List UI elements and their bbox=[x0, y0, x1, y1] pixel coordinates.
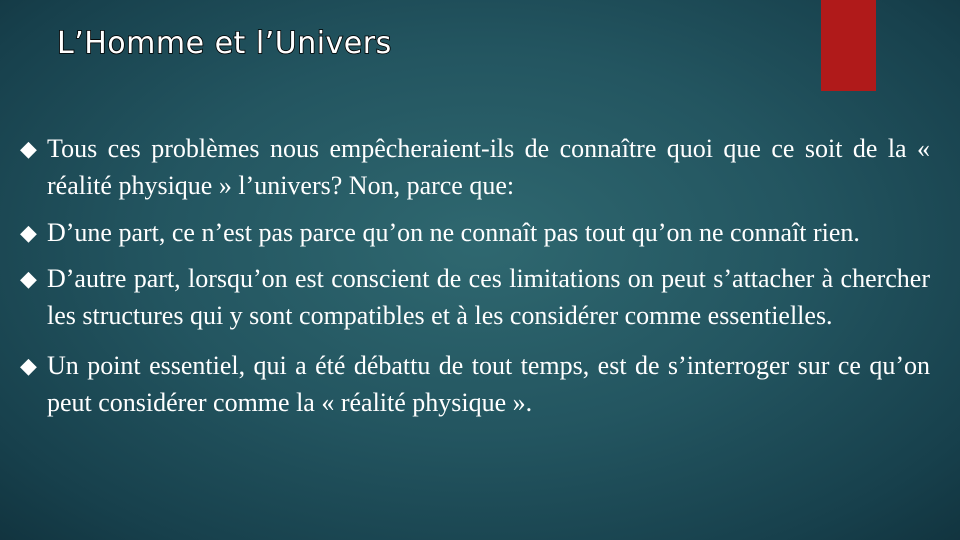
diamond-bullet-icon: ◆ bbox=[20, 354, 37, 379]
bullet-text: D’autre part, lorsqu’on est conscient de ces limitations on peut s’attacher à chercher les structures qui y sont compatibles et à les considérer comme essentielles. bbox=[47, 264, 930, 330]
diamond-bullet-icon: ◆ bbox=[20, 221, 37, 246]
bullet-text: Tous ces problèmes nous empêcheraient-ils de connaître quoi que ce soit de la « réalité physique » l’univers? Non, parce que: bbox=[47, 134, 930, 200]
bullet-item bbox=[20, 260, 930, 334]
diamond-bullet-icon: ◆ bbox=[20, 137, 37, 162]
bullet-item bbox=[20, 347, 930, 421]
bullet-text: D’une part, ce n’est pas parce qu’on ne connaît pas tout qu’on ne connaît rien. bbox=[47, 218, 860, 247]
bullet-text: Un point essentiel, qui a été débattu de tout temps, est de s’interroger sur ce qu’on peut considérer comme la « réalité physique ». bbox=[47, 351, 930, 417]
bullet-item bbox=[20, 130, 930, 204]
diamond-bullet-icon: ◆ bbox=[20, 267, 37, 292]
bullet-list bbox=[20, 130, 930, 421]
bullet-item bbox=[20, 214, 930, 251]
red-accent-bar bbox=[821, 0, 876, 91]
slide-title: L’Homme et l’Univers bbox=[57, 26, 392, 61]
